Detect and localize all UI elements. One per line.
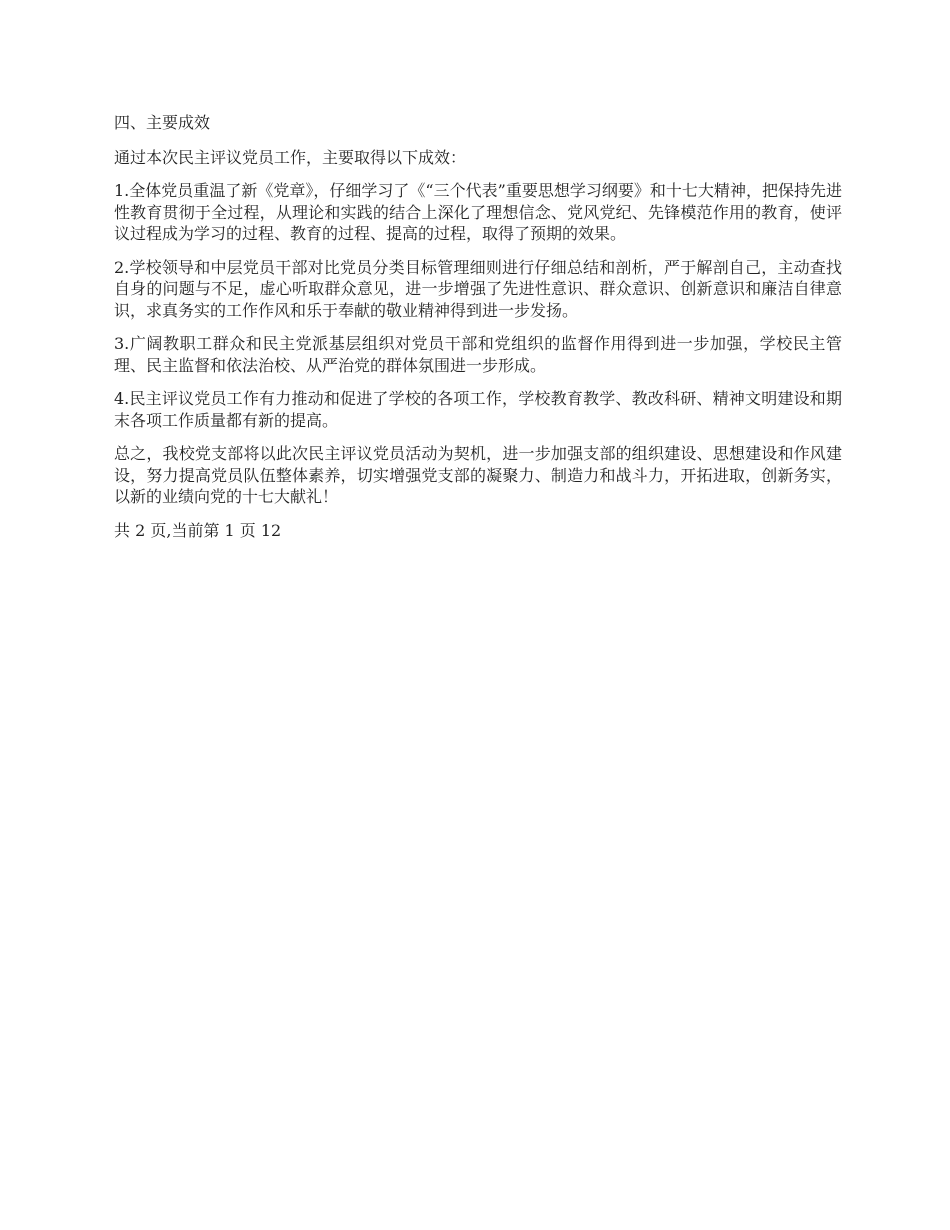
page-info: 共 2 页,当前第 1 页 12: [114, 520, 282, 540]
section-heading: 四、主要成效: [114, 113, 211, 132]
achievement-item-4: 4.民主评议党员工作有力推动和促进了学校的各项工作，学校教育教学、教改科研、精神文明建设和期末各项工作质量都有新的提高。: [114, 389, 842, 430]
conclusion-paragraph: 总之，我校党支部将以此次民主评议党员活动为契机，进一步加强支部的组织建设、思想建设和作风建设，努力提高党员队伍整体素养，切实增强党支部的凝聚力、制造力和战斗力，开拓进取，创新务实，以新的业绩向党的十七大献礼！: [114, 444, 842, 506]
achievement-item-3: 3.广阔教职工群众和民主党派基层组织对党员干部和党组织的监督作用得到进一步加强，学校民主管理、民主监督和依法治校、从严治党的群体氛围进一步形成。: [114, 334, 842, 375]
document-body: [114, 112, 842, 553]
achievement-item-1: 1.全体党员重温了新《党章》，仔细学习了《“三个代表”重要思想学习纲要》和十七大精神，把保持先进性教育贯彻于全过程，从理论和实践的结合上深化了理想信念、党风党纪、先锋模范作用的教育，使评议过程成为学习的过程、教育的过程、提高的过程，取得了预期的效果。: [114, 181, 842, 243]
achievement-item-2: 2.学校领导和中层党员干部对比党员分类目标管理细则进行仔细总结和剖析，严于解剖自己，主动查找自身的问题与不足，虚心听取群众意见，进一步增强了先进性意识、群众意识、创新意识和廉洁自律意识，求真务实的工作作风和乐于奉献的敬业精神得到进一步发扬。: [114, 257, 842, 320]
intro-paragraph: 通过本次民主评议党员工作，主要取得以下成效：: [114, 147, 467, 167]
